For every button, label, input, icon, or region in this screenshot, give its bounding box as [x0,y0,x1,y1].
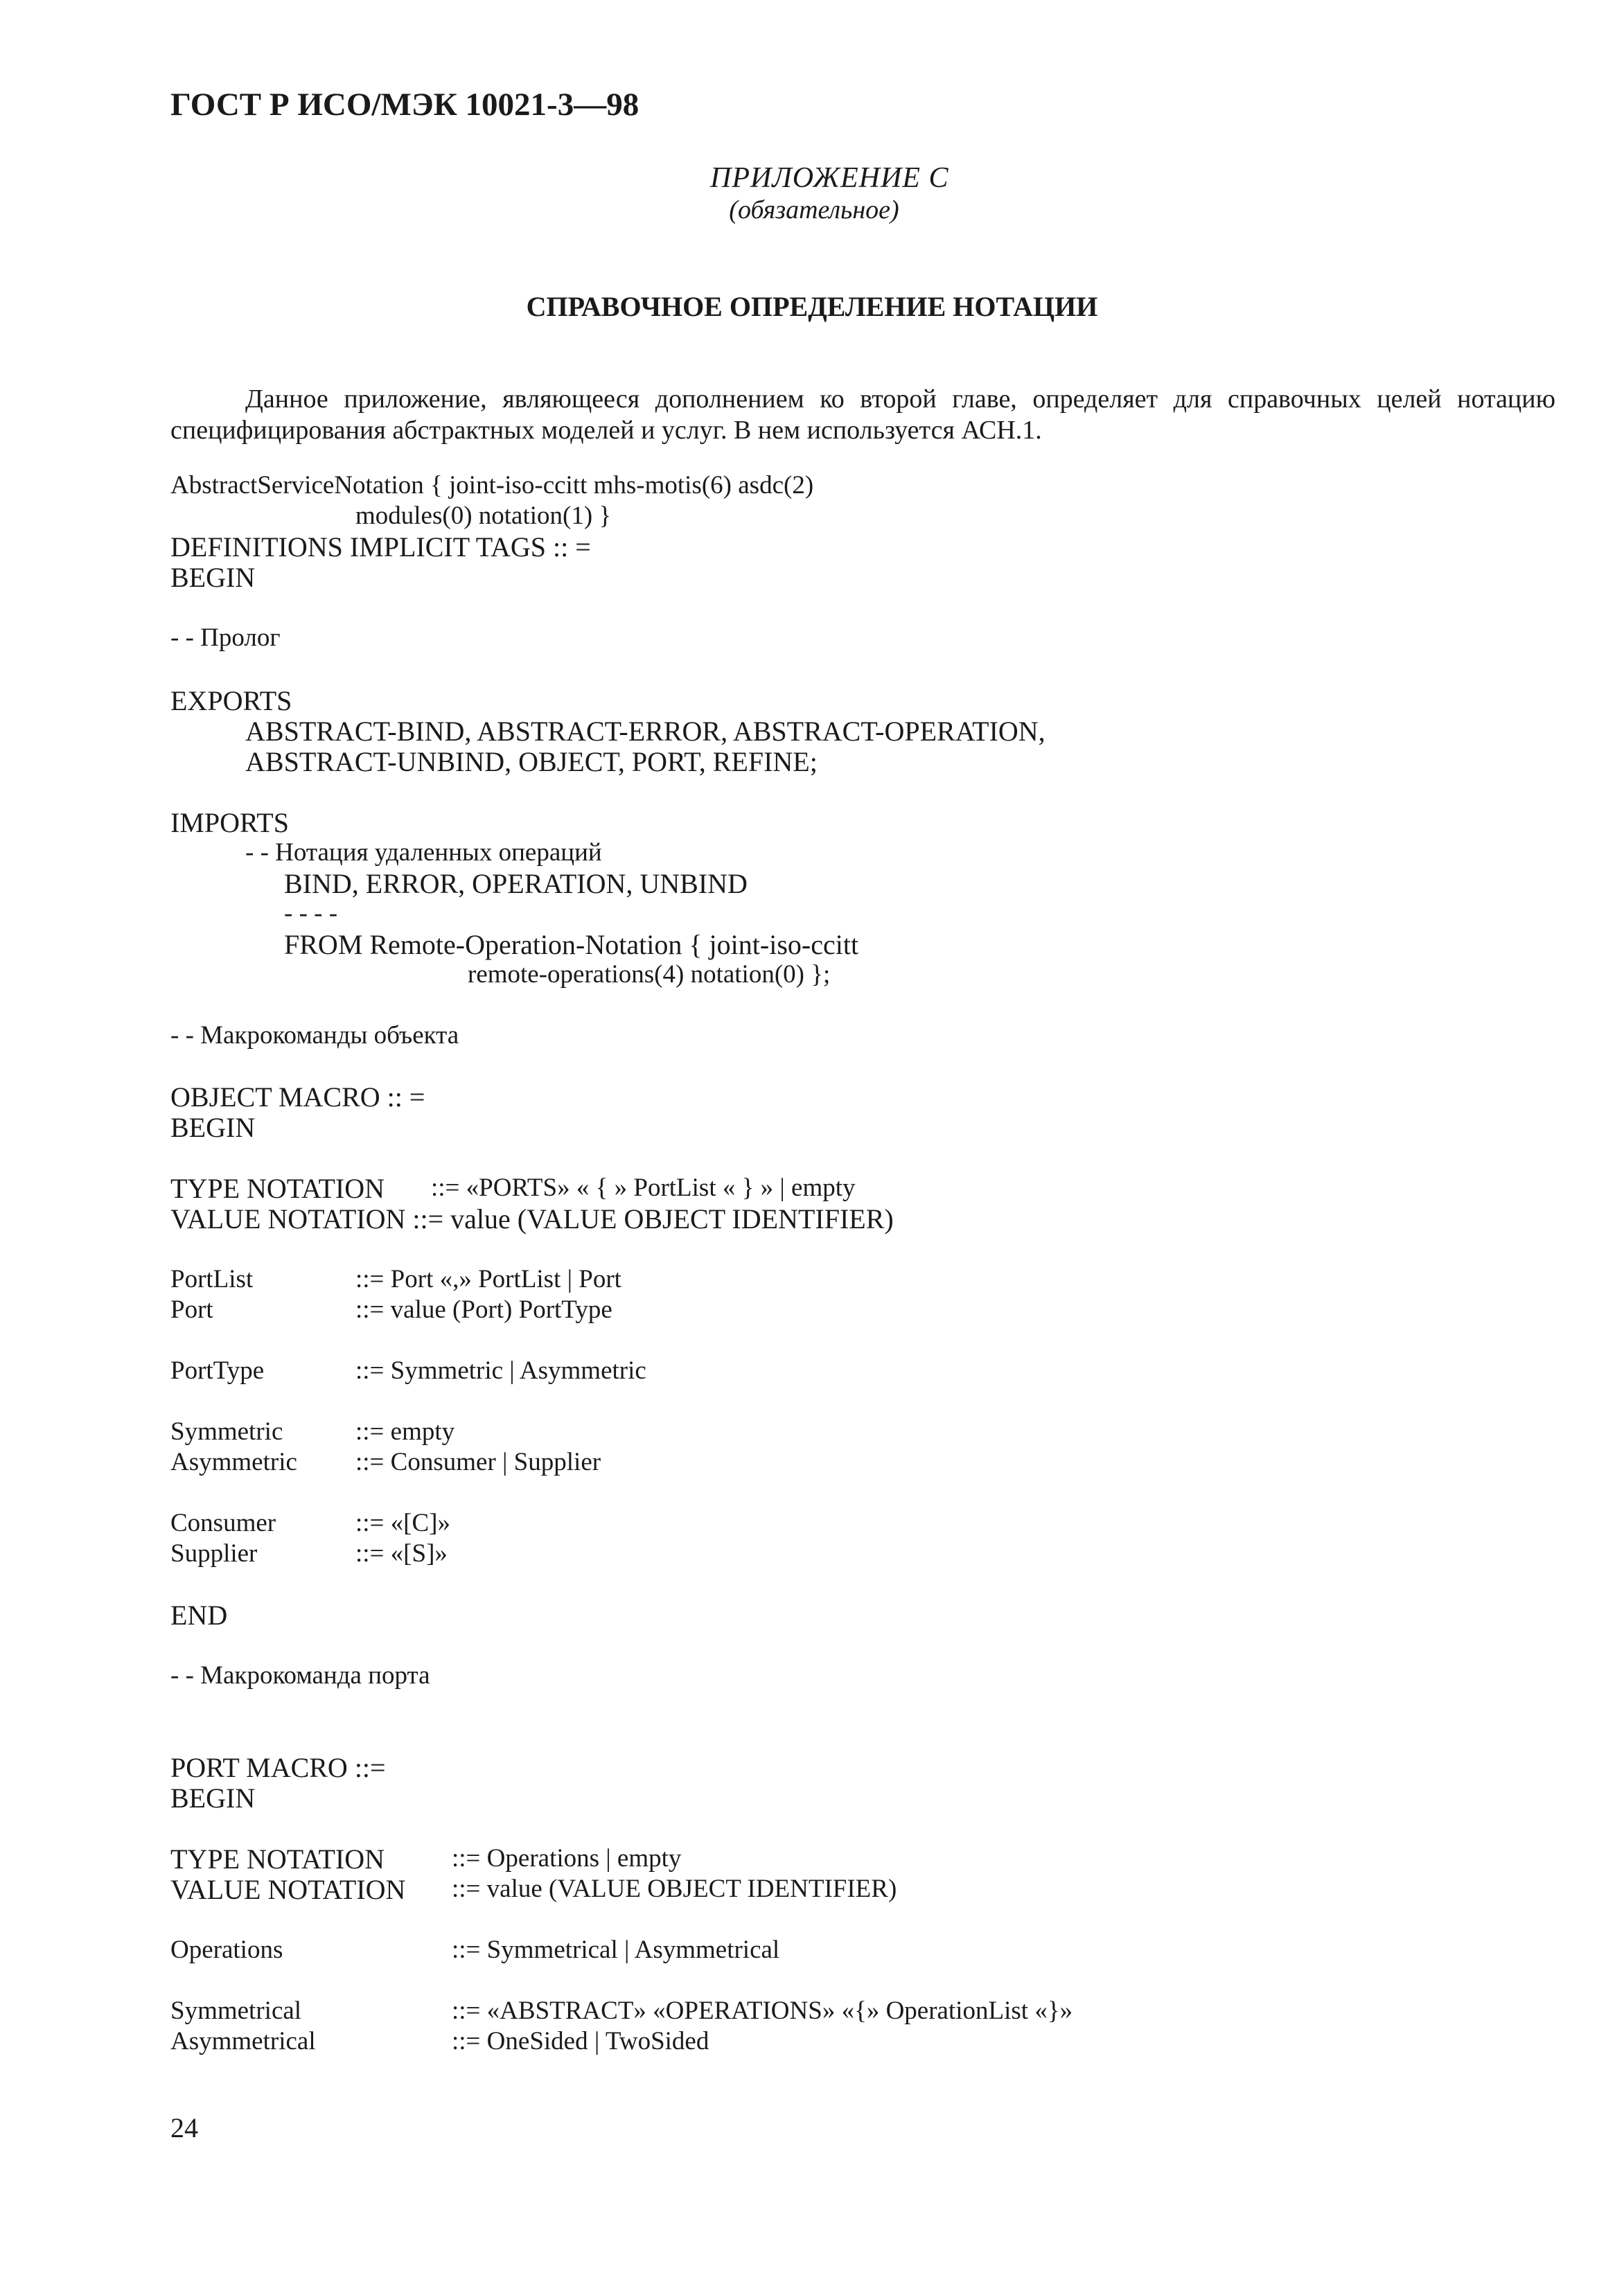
exports-list: ABSTRACT-UNBIND, OBJECT, PORT, REFINE; [245,746,818,777]
definitions-line: DEFINITIONS IMPLICIT TAGS :: = [170,531,591,563]
production-name: TYPE NOTATION [170,1843,385,1875]
production-name: Operations [170,1936,283,1964]
exports-list: ABSTRACT-BIND, ABSTRACT-ERROR, ABSTRACT-OPERATION, [245,716,1045,747]
production-rule: ::= «PORTS» « { » PortList « } » | empty [431,1174,856,1202]
from-clause: FROM Remote-Operation-Notation { joint-iso-ccitt [284,929,859,960]
begin-keyword: BEGIN [170,1112,256,1143]
production-line: VALUE NOTATION ::= value (VALUE OBJECT IDENTIFIER) [170,1203,894,1235]
comment-line: - - Макрокоманды объекта [170,1021,459,1050]
production-rule: ::= OneSided | TwoSided [452,2027,709,2055]
appendix-status: (обязательное) [729,195,899,224]
from-clause: remote-operations(4) notation(0) }; [468,960,831,989]
production-rule: ::= value (VALUE OBJECT IDENTIFIER) [452,1875,897,1903]
production-rule: ::= «[S]» [355,1539,448,1568]
production-name: Symmetrical [170,1997,302,2025]
production-rule: ::= Symmetrical | Asymmetrical [452,1936,780,1964]
module-header-line: modules(0) notation(1) } [355,502,612,530]
comment-line: - - Пролог [170,623,281,652]
imports-list: BIND, ERROR, OPERATION, UNBIND [284,868,748,899]
production-rule: ::= value (Port) PortType [355,1295,612,1324]
begin-keyword: BEGIN [170,1783,256,1814]
production-name: Supplier [170,1539,258,1568]
page-number: 24 [170,2112,198,2143]
macro-declaration: OBJECT MACRO :: = [170,1081,425,1113]
production-name: TYPE NOTATION [170,1173,385,1204]
production-name: VALUE NOTATION [170,1874,406,1905]
production-name: Port [170,1295,213,1324]
macro-declaration: PORT MACRO ::= [170,1752,386,1783]
module-header-line: AbstractServiceNotation { joint-iso-ccitt mhs-motis(6) asdc(2) [170,471,814,499]
production-name: Symmetric [170,1417,283,1446]
end-keyword: END [170,1600,228,1631]
production-rule: ::= Port «,» PortList | Port [355,1265,621,1293]
comment-line: - - Нотация удаленных операций [245,838,602,867]
production-rule: ::= «ABSTRACT» «OPERATIONS» «{» OperationList «}» [452,1997,1073,2025]
production-rule: ::= «[C]» [355,1509,450,1537]
production-name: PortList [170,1265,254,1293]
production-rule: ::= Consumer | Supplier [355,1448,601,1476]
production-name: Asymmetric [170,1448,297,1476]
comment-line: - - Макрокоманда порта [170,1661,430,1690]
begin-keyword: BEGIN [170,562,256,593]
intro-paragraph: Данное приложение, являющееся дополнением ко второй главе, определяет для справочных целей нотацию специфицирования абстрактных моделей и услуг. В нем используется АСН.1. [170,384,1555,445]
exports-keyword: EXPORTS [170,685,292,716]
imports-keyword: IMPORTS [170,807,289,838]
production-name: Consumer [170,1509,276,1537]
production-rule: ::= empty [355,1417,455,1446]
appendix-label: ПРИЛОЖЕНИЕ С [710,162,949,194]
section-title: СПРАВОЧНОЕ ОПРЕДЕЛЕНИЕ НОТАЦИИ [526,291,1098,322]
production-rule: ::= Symmetric | Asymmetric [355,1356,646,1385]
production-name: PortType [170,1356,265,1385]
separator-line: - - - - [284,899,338,928]
document-header: ГОСТ Р ИСО/МЭК 10021-3—98 [170,87,639,123]
production-rule: ::= Operations | empty [452,1844,682,1873]
production-name: Asymmetrical [170,2027,316,2055]
